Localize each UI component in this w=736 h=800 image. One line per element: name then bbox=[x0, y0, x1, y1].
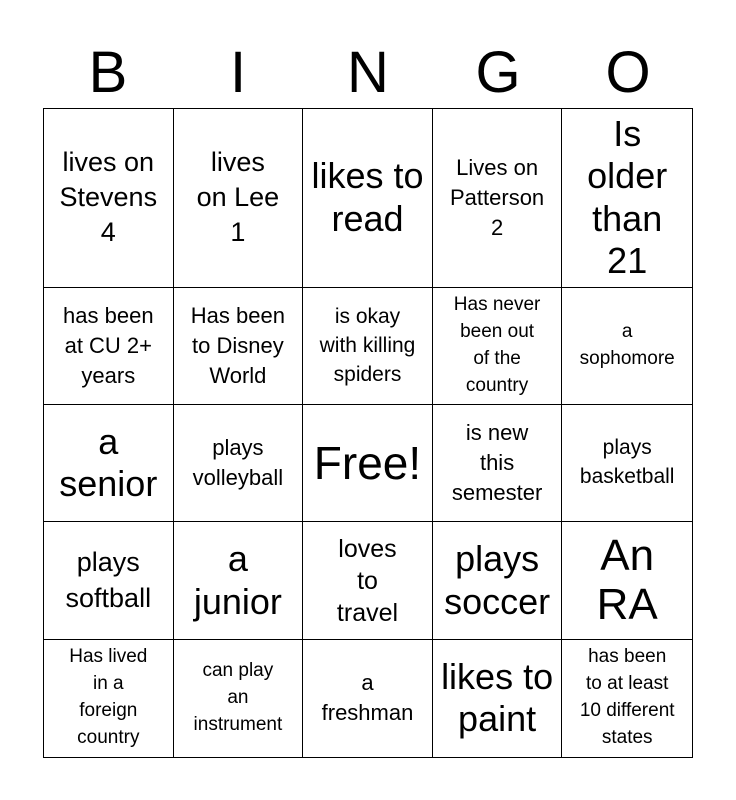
bingo-cell[interactable] bbox=[562, 405, 692, 522]
bingo-cell[interactable] bbox=[433, 522, 563, 639]
cell-text: a junior bbox=[193, 538, 282, 622]
cell-text: Has lived in a foreign country bbox=[69, 646, 148, 749]
bingo-cell[interactable] bbox=[433, 109, 563, 288]
bingo-header bbox=[43, 38, 693, 108]
bingo-cell[interactable] bbox=[44, 640, 174, 757]
cell-text: plays basketball bbox=[579, 436, 675, 489]
bingo-cell[interactable] bbox=[174, 288, 304, 405]
bingo-cell[interactable] bbox=[174, 522, 304, 639]
cell-text: likes to paint bbox=[441, 655, 554, 740]
bingo-cell[interactable] bbox=[44, 522, 174, 639]
header-letter-n: N bbox=[347, 40, 389, 105]
bingo-cell[interactable] bbox=[433, 640, 563, 757]
header-letter-o: O bbox=[605, 40, 651, 105]
cell-text: Is older than 21 bbox=[587, 113, 668, 282]
cell-text: Has been to Disney World bbox=[190, 303, 285, 388]
bingo-cell[interactable] bbox=[174, 405, 304, 522]
cell-text: plays volleyball bbox=[192, 435, 284, 491]
bingo-cell[interactable] bbox=[44, 109, 174, 288]
cell-text: is new this semester bbox=[451, 420, 543, 506]
bingo-cell[interactable] bbox=[562, 522, 692, 639]
cell-text: a senior bbox=[59, 420, 158, 505]
cell-text: a sophomore bbox=[579, 321, 675, 370]
bingo-cell[interactable] bbox=[174, 109, 304, 288]
header-letter-b: B bbox=[88, 40, 128, 105]
bingo-cell[interactable] bbox=[433, 288, 563, 405]
free-space-cell[interactable] bbox=[303, 405, 433, 522]
header-letter-g: G bbox=[475, 40, 521, 105]
cell-text: plays soccer bbox=[444, 538, 551, 622]
cell-text: Lives on Patterson 2 bbox=[450, 155, 545, 240]
bingo-cell[interactable] bbox=[303, 288, 433, 405]
cell-text: lives on Lee 1 bbox=[196, 147, 280, 248]
bingo-cell[interactable] bbox=[174, 640, 304, 757]
bingo-cell[interactable] bbox=[562, 109, 692, 288]
cell-text: a freshman bbox=[321, 670, 414, 726]
cell-text: lives on Stevens 4 bbox=[59, 147, 158, 248]
bingo-cell[interactable] bbox=[303, 522, 433, 639]
cell-text: An RA bbox=[596, 531, 658, 629]
bingo-cell[interactable] bbox=[433, 405, 563, 522]
cell-text: has been at CU 2+ years bbox=[63, 303, 154, 388]
bingo-cell[interactable] bbox=[303, 109, 433, 288]
cell-text: likes to read bbox=[311, 155, 424, 239]
bingo-cell[interactable] bbox=[303, 640, 433, 757]
header-letter-i: I bbox=[229, 40, 247, 105]
cell-text: is okay with killing spiders bbox=[319, 304, 416, 386]
bingo-cell[interactable] bbox=[562, 288, 692, 405]
cell-text: loves to travel bbox=[336, 534, 399, 627]
cell-text: Has never been out of the country bbox=[453, 294, 541, 396]
bingo-cell[interactable] bbox=[44, 288, 174, 405]
cell-text: plays softball bbox=[65, 547, 152, 613]
bingo-cell[interactable] bbox=[562, 640, 692, 757]
bingo-cell[interactable] bbox=[44, 405, 174, 522]
cell-text: can play an instrument bbox=[193, 659, 283, 735]
bingo-board bbox=[43, 108, 693, 758]
cell-text: has been to at least 10 different states bbox=[579, 646, 675, 749]
free-space-label: Free! bbox=[313, 437, 422, 489]
